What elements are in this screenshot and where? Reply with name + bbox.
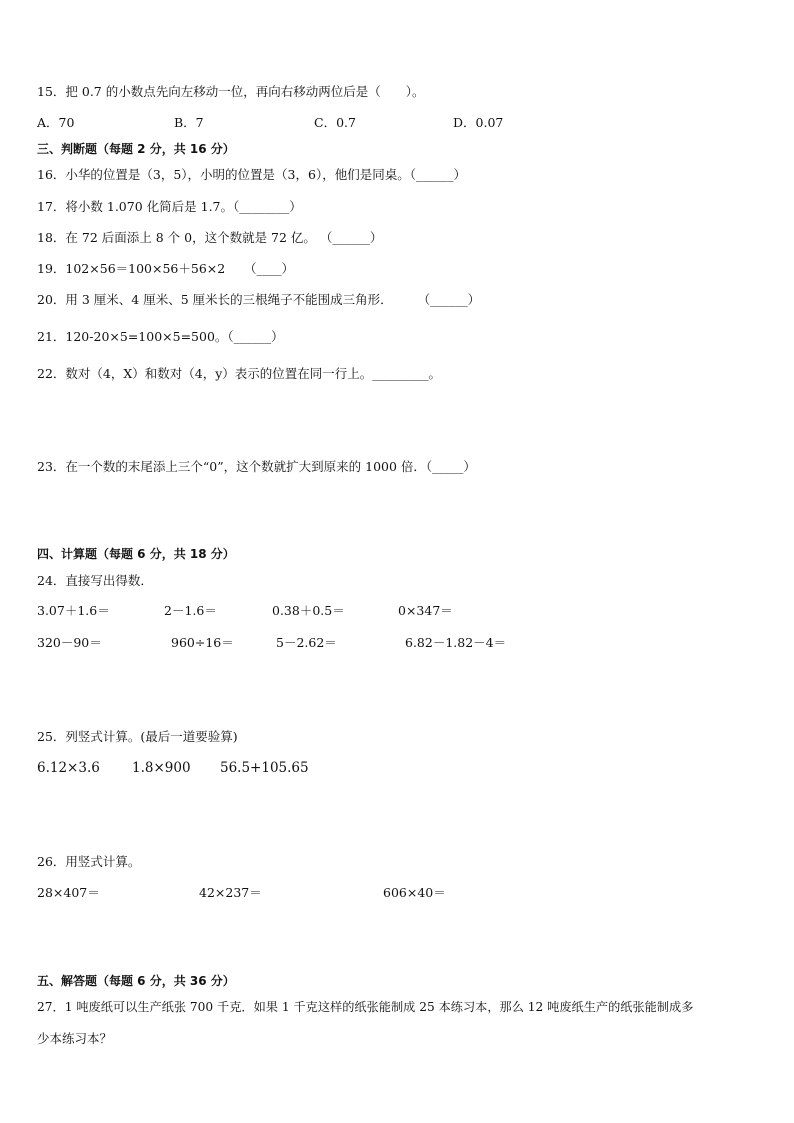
section5-title: 五、解答题（每题 6 分，共 36 分） — [37, 974, 235, 988]
q15-option-c: C．0.7 — [314, 115, 356, 130]
q27-line-1: 27．1 吨废纸可以生产纸张 700 千克．如果 1 千克这样的纸张能制成 25 本练习本，那么 12 吨废纸生产的纸张能制成多 — [37, 1000, 694, 1014]
q26-item-3: 606×40＝ — [383, 885, 446, 900]
q26-item-1: 28×407＝ — [37, 885, 100, 900]
q27-line-2: 少本练习本？ — [37, 1031, 113, 1046]
q24-item-1: 3.07＋1.6＝ — [37, 603, 110, 618]
q25-item-1: 6.12×3.6 — [37, 760, 100, 776]
q25-stem: 25．列竖式计算。(最后一道要验算) — [37, 729, 238, 744]
q24-stem: 24．直接写出得数． — [37, 573, 153, 588]
q24-item-6: 960÷16＝ — [171, 635, 234, 650]
section4-title: 四、计算题（每题 6 分，共 18 分） — [37, 547, 235, 561]
q24-item-4: 0×347＝ — [398, 603, 453, 618]
q15-option-b: B．7 — [174, 115, 204, 130]
q15-option-d: D．0.07 — [453, 115, 504, 130]
q26-stem: 26．用竖式计算。 — [37, 854, 141, 869]
q24-item-8: 6.82－1.82－4＝ — [405, 635, 507, 650]
q22: 22．数对（4，X）和数对（4，y）表示的位置在同一行上。_________。 — [37, 366, 442, 381]
q25-item-3: 56.5+105.65 — [220, 760, 309, 776]
q18: 18．在 72 后面添上 8 个 0，这个数就是 72 亿。 （______） — [37, 230, 383, 245]
q15-option-a: A．70 — [37, 115, 75, 130]
q26-item-2: 42×237＝ — [199, 885, 262, 900]
section3-title: 三、判断题（每题 2 分，共 16 分） — [37, 142, 235, 156]
q24-item-3: 0.38＋0.5＝ — [272, 603, 345, 618]
q25-item-2: 1.8×900 — [132, 760, 191, 776]
q24-item-7: 5－2.62＝ — [276, 635, 337, 650]
q20: 20．用 3 厘米、4 厘米、5 厘米长的三根绳子不能围成三角形． （______） — [37, 292, 481, 307]
q24-item-5: 320－90＝ — [37, 635, 102, 650]
q24-item-2: 2－1.6＝ — [164, 603, 217, 618]
q19: 19．102×56＝100×56＋56×2 （____） — [37, 261, 294, 276]
q16: 16．小华的位置是（3，5），小明的位置是（3，6），他们是同桌。（______） — [37, 167, 466, 182]
q15-stem: 15．把 0.7 的小数点先向左移动一位，再向右移动两位后是（ ）。 — [37, 84, 425, 99]
q23: 23．在一个数的末尾添上三个“0”，这个数就扩大到原来的 1000 倍．（_____） — [37, 459, 476, 474]
q21: 21．120-20×5=100×5=500。（______） — [37, 329, 284, 344]
q17: 17．将小数 1.070 化简后是 1.7。（________） — [37, 199, 302, 214]
